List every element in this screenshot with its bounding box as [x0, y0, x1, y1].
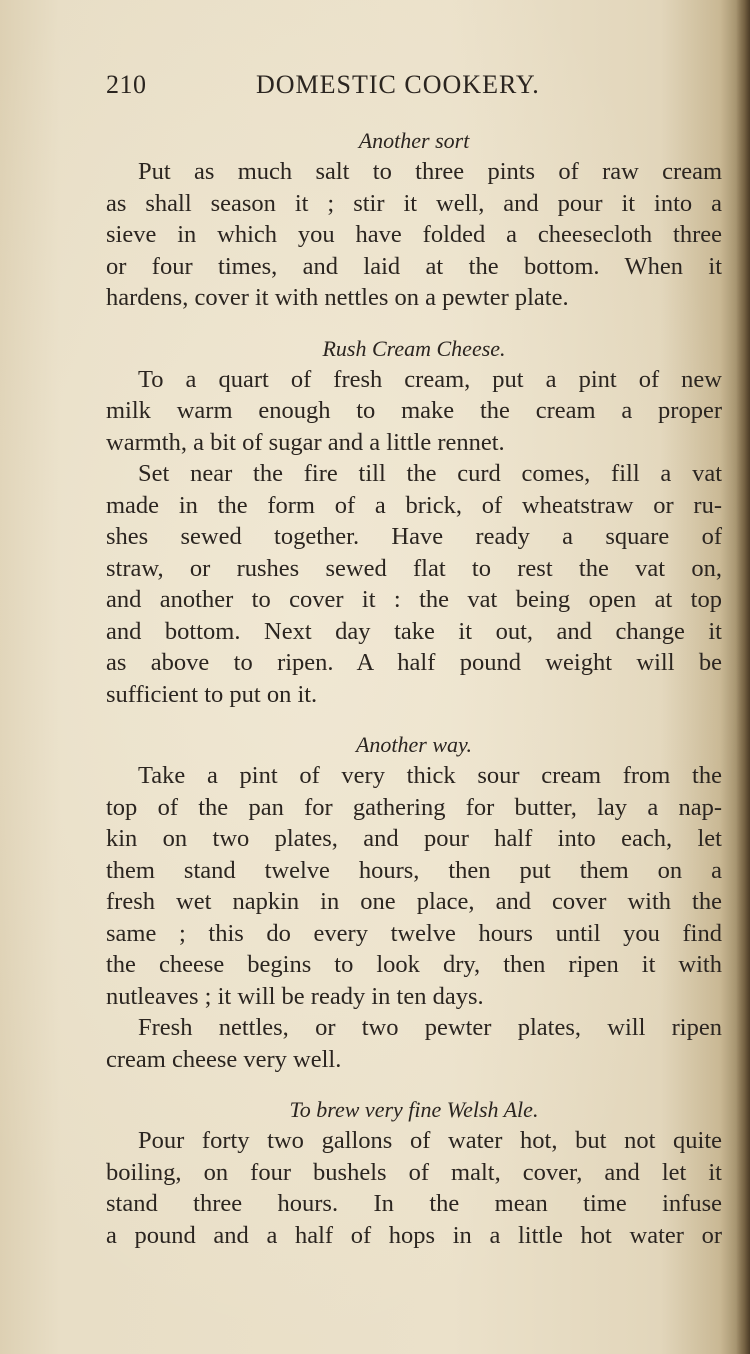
text-line: shes sewed together. Have ready a square of: [106, 523, 722, 550]
text-line: top of the pan for gathering for butter, lay a nap-: [106, 793, 722, 821]
text-line: Fresh nettles, or two pewter plates, will ripen: [138, 1014, 722, 1041]
text-line: To a quart of fresh cream, put a pint of new: [138, 365, 722, 393]
text-line: boiling, on four bushels of malt, cover, and let it: [106, 1158, 722, 1186]
text-line: the cheese begins to look dry, then ripen it with: [106, 951, 722, 978]
text-line: warmth, a bit of sugar and a little rennet.: [106, 428, 505, 456]
section-gap: [106, 710, 722, 730]
text-line: a pound and a half of hops in a little hot water or: [106, 1221, 722, 1249]
text-line: and bottom. Next day take it out, and change it: [106, 617, 722, 645]
section-gap: [106, 314, 722, 334]
recipe-section: [106, 1095, 722, 1251]
text-line: nutleaves ; it will be ready in ten days.: [106, 982, 484, 1010]
text-line: and another to cover it : the vat being open at top: [106, 586, 722, 613]
text-line: or four times, and laid at the bottom. When it: [106, 252, 722, 280]
text-line: stand three hours. In the mean time infuse: [106, 1190, 722, 1217]
text-line: sieve in which you have folded a cheesecloth three: [106, 221, 722, 248]
page-body: [106, 126, 722, 1251]
page-number: 210: [106, 70, 147, 99]
text-line: hardens, cover it with nettles on a pewter plate.: [106, 284, 569, 311]
text-line: Set near the fire till the curd comes, fill a vat: [138, 460, 722, 487]
text-line: Pour forty two gallons of water hot, but not quite: [138, 1127, 722, 1154]
text-line: as above to ripen. A half pound weight will be: [106, 649, 722, 676]
text-line: sufficient to put on it.: [106, 680, 318, 708]
page-header: [106, 70, 592, 110]
recipe-title: Another sort: [358, 128, 470, 153]
recipe-title: Rush Cream Cheese.: [322, 335, 506, 361]
text-line: cream cheese very well.: [106, 1045, 342, 1073]
text-line: straw, or rushes sewed flat to rest the vat on,: [106, 554, 722, 582]
text-line: them stand twelve hours, then put them on a: [106, 856, 722, 884]
recipe-title: To brew very fine Welsh Ale.: [289, 1097, 539, 1122]
text-line: kin on two plates, and pour half into each, let: [106, 825, 722, 852]
recipe-section: [106, 126, 722, 314]
recipe-section: [106, 730, 722, 1075]
text-line: made in the form of a brick, of wheatstraw or ru-: [106, 491, 722, 519]
text-line: milk warm enough to make the cream a proper: [106, 397, 722, 424]
page-gutter-shadow: [736, 0, 750, 1354]
text-line: Put as much salt to three pints of raw cream: [138, 158, 722, 185]
text-line: Take a pint of very thick sour cream from the: [138, 762, 722, 789]
text-line: fresh wet napkin in one place, and cover with the: [106, 888, 722, 915]
running-title: DOMESTIC COOKERY.: [256, 70, 540, 99]
text-line: as shall season it ; stir it well, and pour it into a: [106, 189, 722, 217]
recipe-section: [106, 334, 722, 711]
text-line: same ; this do every twelve hours until you find: [106, 919, 722, 947]
recipe-title: Another way.: [355, 732, 473, 757]
section-gap: [106, 1075, 722, 1095]
